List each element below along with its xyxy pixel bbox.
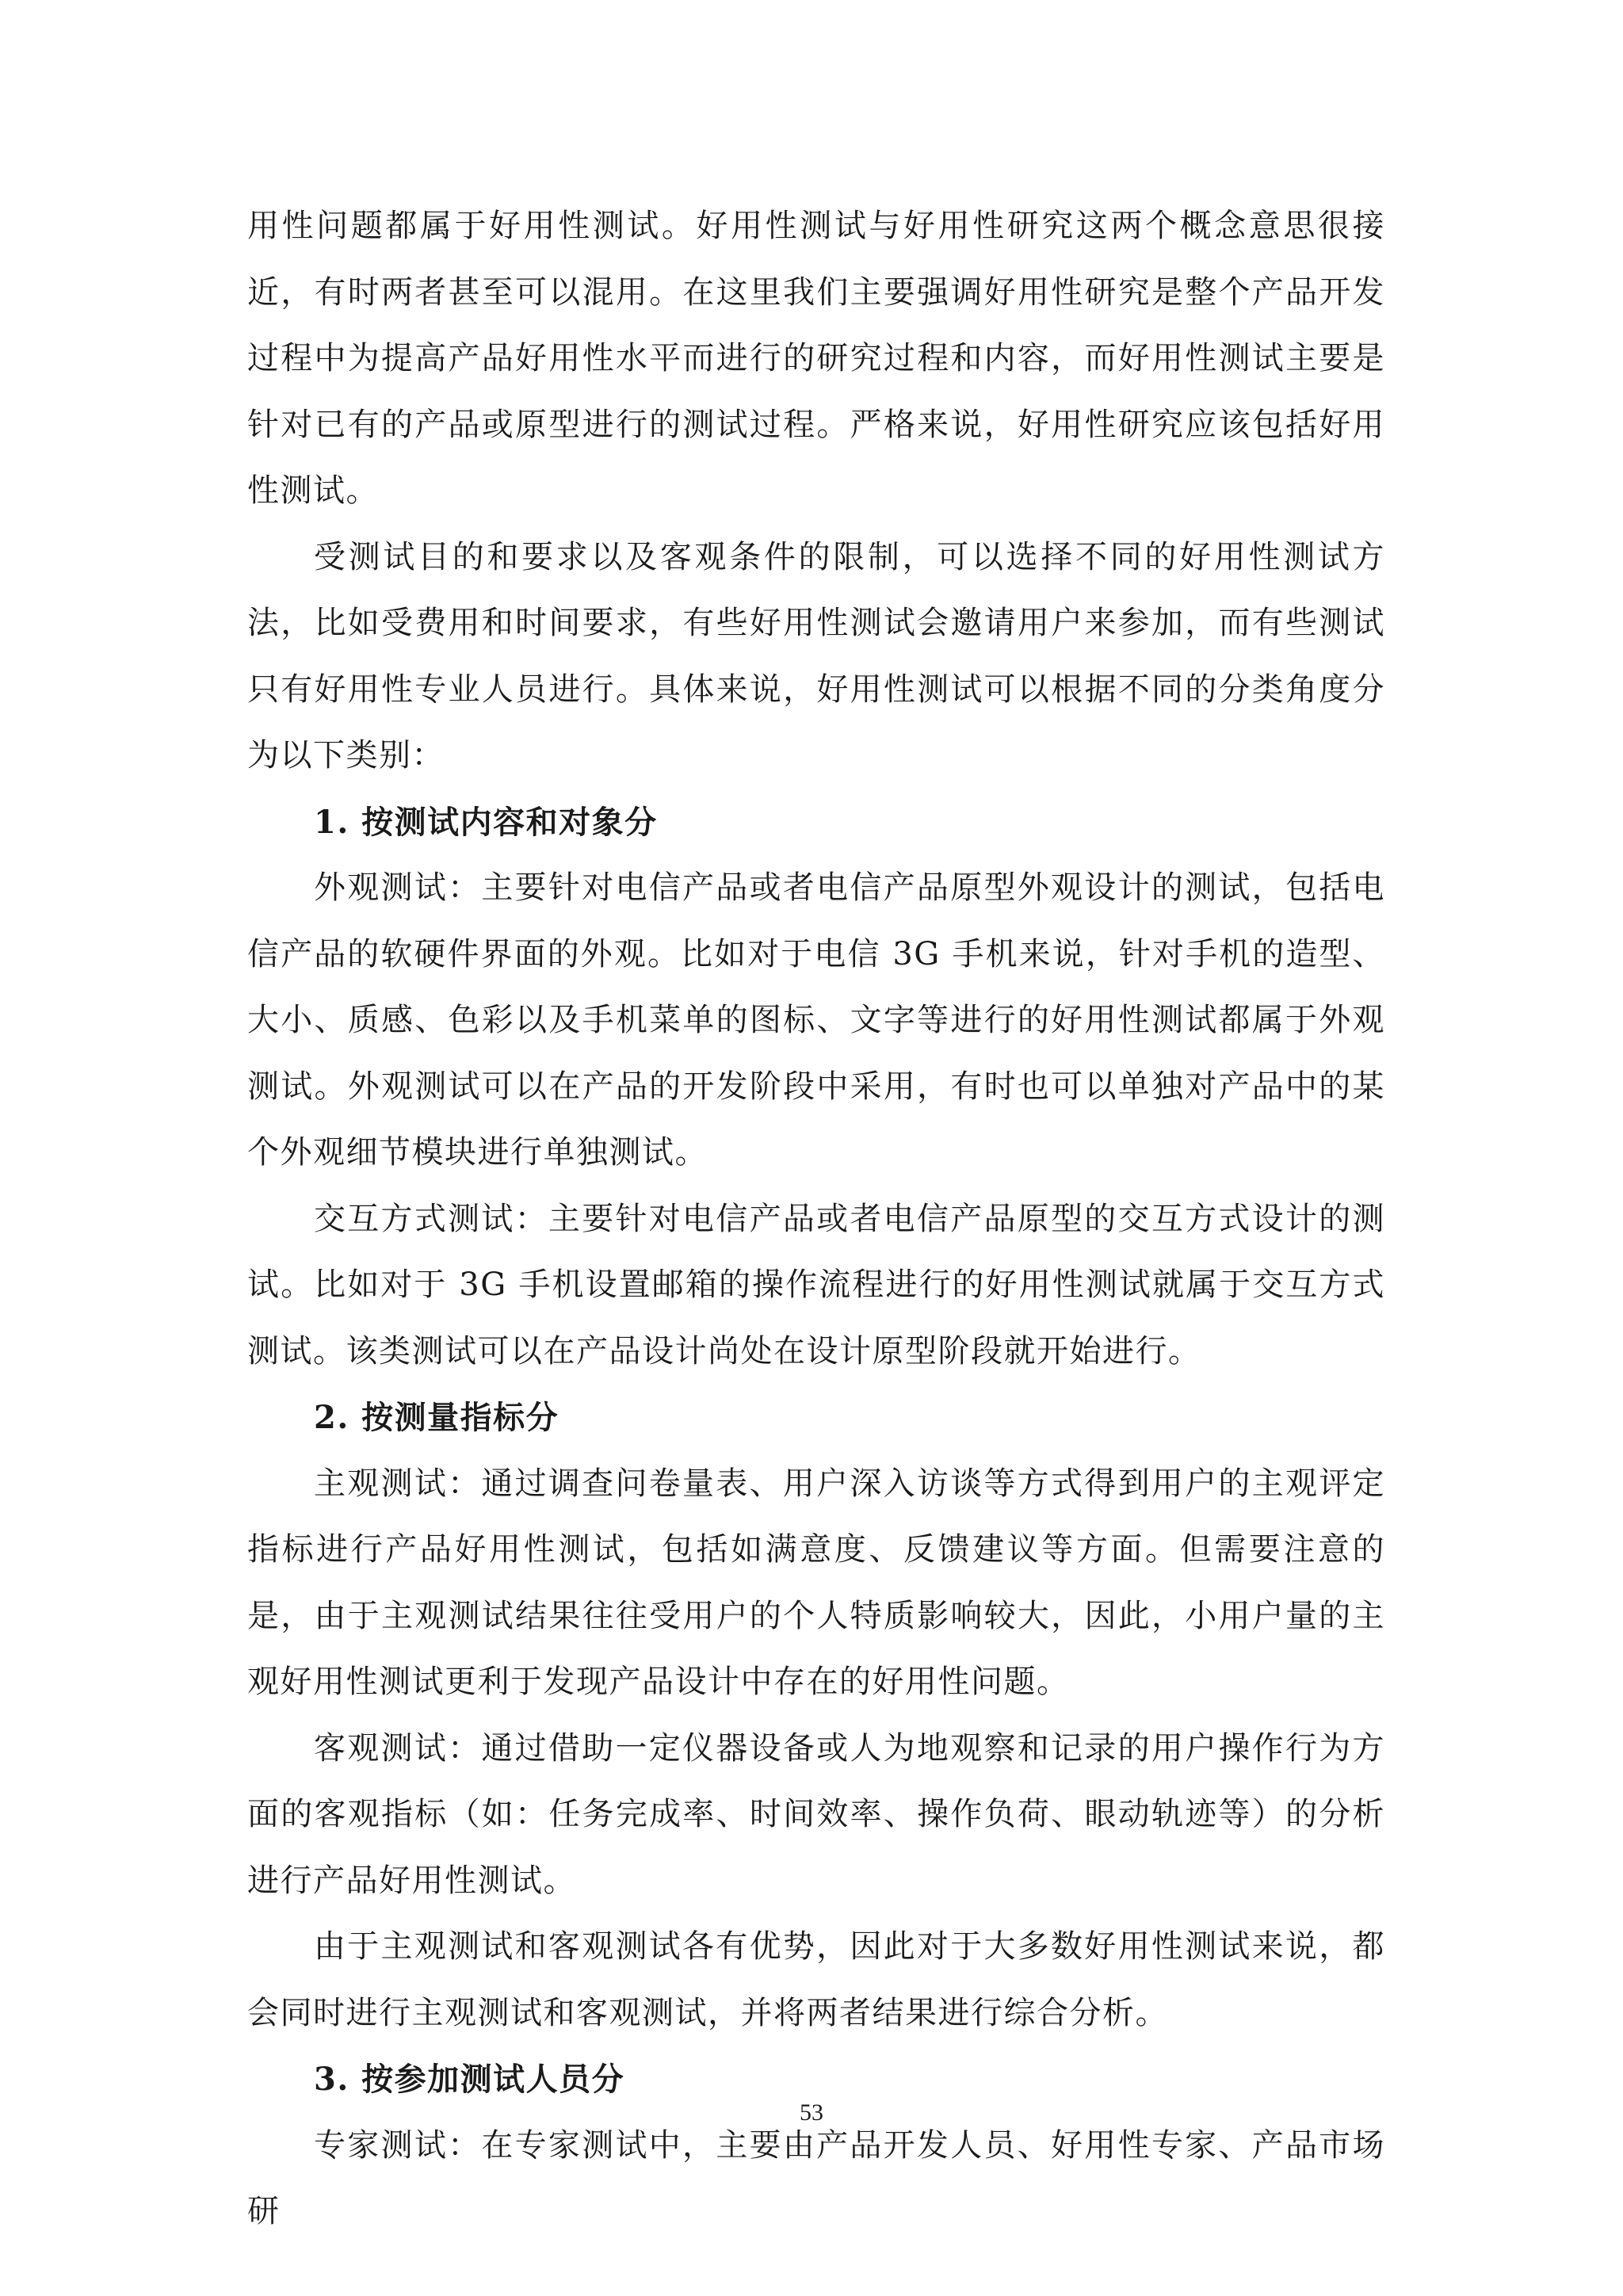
paragraph-interaction-test: 交互方式测试：主要针对电信产品或者电信产品原型的交互方式设计的测试。比如对于 3G 手机设置邮箱的操作流程进行的好用性测试就属于交互方式测试。该类测试可以在产品设计尚处在设计原型阶段就开始进行。 xyxy=(247,1200,1385,1370)
section-heading-by-content: 1. 按测试内容和对象分 xyxy=(314,803,658,841)
paragraph-subjective-test: 主观测试：通过调查问卷量表、用户深入访谈等方式得到用户的主观评定指标进行产品好用性测试，包括如满意度、反馈建议等方面。但需要注意的是，由于主观测试结果往往受用户的个人特质影响较大，因此，小用户量的主观好用性测试更利于发现产品设计中存在的好用性问题。 xyxy=(247,1465,1385,1700)
section-heading-by-participants: 3. 按参加测试人员分 xyxy=(314,2061,625,2098)
paragraph-objective-test: 客观测试：通过借助一定仪器设备或人为地观察和记录的用户操作行为方面的客观指标（如：任务完成率、时间效率、操作负荷、眼动轨迹等）的分析进行产品好用性测试。 xyxy=(247,1729,1385,1899)
page-number: 53 xyxy=(800,2099,823,2126)
paragraph-test-methods: 受测试目的和要求以及客观条件的限制，可以选择不同的好用性测试方法，比如受费用和时间要求，有些好用性测试会邀请用户来参加，而有些测试只有好用性专业人员进行。具体来说，好用性测试可以根据不同的分类角度分为以下类别： xyxy=(247,538,1385,774)
paragraph-combined-analysis: 由于主观测试和客观测试各有优势，因此对于大多数好用性测试来说，都会同时进行主观测试和客观测试，并将两者结果进行综合分析。 xyxy=(247,1928,1385,2031)
paragraph-appearance-test: 外观测试：主要针对电信产品或者电信产品原型外观设计的测试，包括电信产品的软硬件界面的外观。比如对于电信 3G 手机来说，针对手机的造型、大小、质感、色彩以及手机菜单的图标、文字等进行的好用性测试都属于外观测试。外观测试可以在产品的开发阶段中采用，有时也可以单独对产品中的某个外观细节模块进行单独测试。 xyxy=(247,869,1385,1171)
paragraph-continuation: 用性问题都属于好用性测试。好用性测试与好用性研究这两个概念意思很接近，有时两者甚至可以混用。在这里我们主要强调好用性研究是整个产品开发过程中为提高产品好用性水平而进行的研究过程和内容，而好用性测试主要是针对已有的产品或原型进行的测试过程。严格来说，好用性研究应该包括好用性测试。 xyxy=(247,208,1385,509)
page-body xyxy=(247,193,1385,2245)
paragraph-expert-test: 专家测试：在专家测试中，主要由产品开发人员、好用性专家、产品市场研 xyxy=(247,2126,1385,2229)
section-heading-by-metric: 2. 按测量指标分 xyxy=(314,1399,559,1436)
